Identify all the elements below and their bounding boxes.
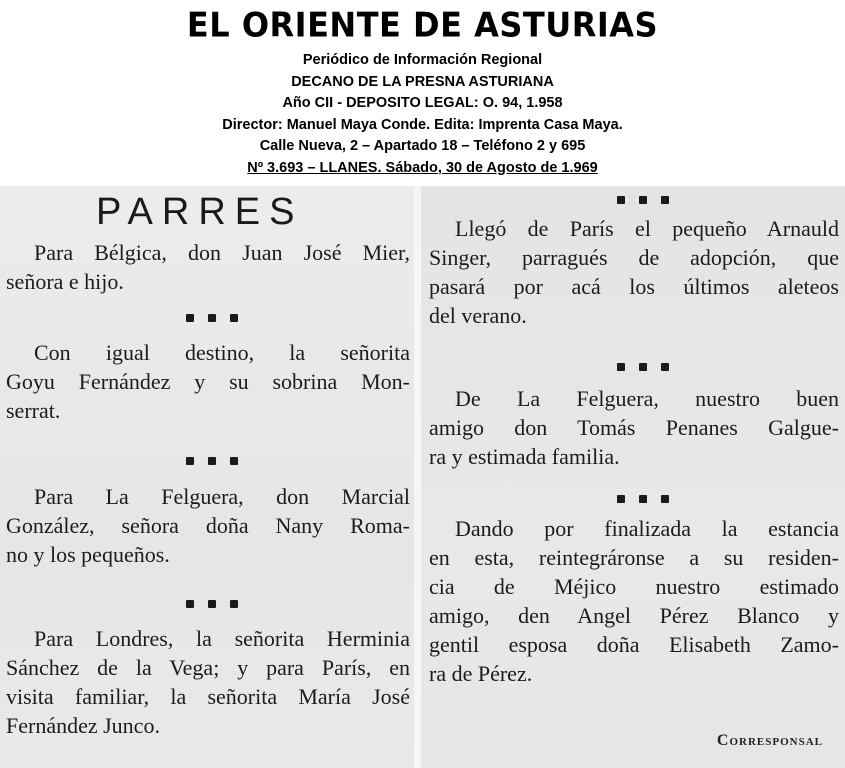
dot	[639, 196, 647, 204]
paragraph	[429, 214, 839, 330]
dot	[208, 600, 216, 608]
paragraph	[429, 384, 839, 471]
dot	[617, 495, 625, 503]
masthead-address: Calle Nueva, 2 – Apartado 18 – Teléfono 2 y 695	[259, 138, 586, 154]
paragraph	[6, 624, 410, 740]
dot	[208, 314, 216, 322]
dot	[639, 495, 647, 503]
separator-dots	[617, 360, 669, 374]
text-line: señora e hijo.	[6, 269, 124, 294]
dot	[186, 457, 194, 465]
paragraph	[429, 514, 839, 688]
right-column-clipping	[421, 186, 845, 768]
left-column-clipping	[0, 186, 414, 768]
text-line: en esta, reintegráronse a su residen-	[429, 545, 839, 570]
masthead-director: Director: Manuel Maya Conde. Edita: Imprenta Casa Maya.	[222, 116, 623, 133]
text-line: no y los pequeños.	[6, 542, 170, 567]
column-gutter	[414, 186, 421, 768]
separator-dots	[617, 193, 669, 207]
text-line: visita familiar, la señorita María José	[6, 684, 410, 709]
text-line: Sánchez de la Vega; y para París, en	[6, 655, 410, 680]
text-line: pasará por acá los últimos aleteos	[429, 274, 839, 299]
text-line: Para La Felguera, don Marcial	[34, 484, 410, 509]
text-line: Para Londres, la señorita Herminia	[34, 626, 410, 651]
dot	[208, 457, 216, 465]
paragraph	[6, 338, 410, 425]
dot	[661, 196, 669, 204]
masthead	[0, 0, 845, 186]
text-line: amigo, den Angel Pérez Blanco y	[429, 603, 839, 628]
text-line: del verano.	[429, 303, 527, 328]
separator-dots	[186, 597, 238, 611]
dot	[639, 363, 647, 371]
text-line: Dando por finalizada la estancia	[455, 516, 839, 541]
text-line: Para Bélgica, don Juan José Mier,	[34, 240, 410, 265]
paragraph	[6, 482, 410, 569]
dot	[230, 314, 238, 322]
paragraph	[6, 238, 410, 296]
dot	[661, 495, 669, 503]
masthead-subtitle: Periódico de Información Regional	[302, 52, 543, 68]
newspaper-title: EL ORIENTE DE ASTURIAS	[186, 5, 659, 45]
dot	[617, 196, 625, 204]
text-line: ra de Pérez.	[429, 661, 533, 686]
section-heading: PARRES	[96, 191, 304, 233]
dot	[661, 363, 669, 371]
text-line: Llegó de París el pequeño Arnauld	[455, 216, 839, 241]
text-line: amigo don Tomás Penanes Galgue-	[429, 415, 839, 440]
masthead-tagline: DECANO DE LA PRESNA ASTURIANA	[291, 73, 554, 90]
text-line: Singer, parragués de adopción, que	[429, 245, 839, 270]
masthead-legal-deposit: Año CII - DEPOSITO LEGAL: O. 94, 1.958	[282, 95, 563, 111]
issue-date-text: Nº 3.693 – LLANES. Sábado, 30 de Agosto de 1.969	[247, 159, 598, 176]
correspondent-signature: Corresponsal	[716, 732, 823, 749]
text-line: serrat.	[6, 398, 61, 423]
text-line: gentil esposa doña Elisabeth Zamo-	[429, 632, 839, 657]
text-line: De La Felguera, nuestro buen	[455, 386, 839, 411]
dot	[186, 600, 194, 608]
text-line: Goyu Fernández y su sobrina Mon-	[6, 369, 410, 394]
masthead-info	[0, 50, 845, 179]
dot	[230, 600, 238, 608]
text-line: cia de Méjico nuestro estimado	[429, 574, 839, 599]
text-line: Fernández Junco.	[6, 713, 160, 738]
masthead-issue-date	[0, 158, 845, 180]
separator-dots	[186, 454, 238, 468]
text-line: ra y estimada familia.	[429, 444, 620, 469]
text-line: González, señora doña Nany Roma-	[6, 513, 410, 538]
dot	[186, 314, 194, 322]
text-line: Con igual destino, la señorita	[34, 340, 410, 365]
dot	[617, 363, 625, 371]
separator-dots	[617, 492, 669, 506]
separator-dots	[186, 311, 238, 325]
dot	[230, 457, 238, 465]
